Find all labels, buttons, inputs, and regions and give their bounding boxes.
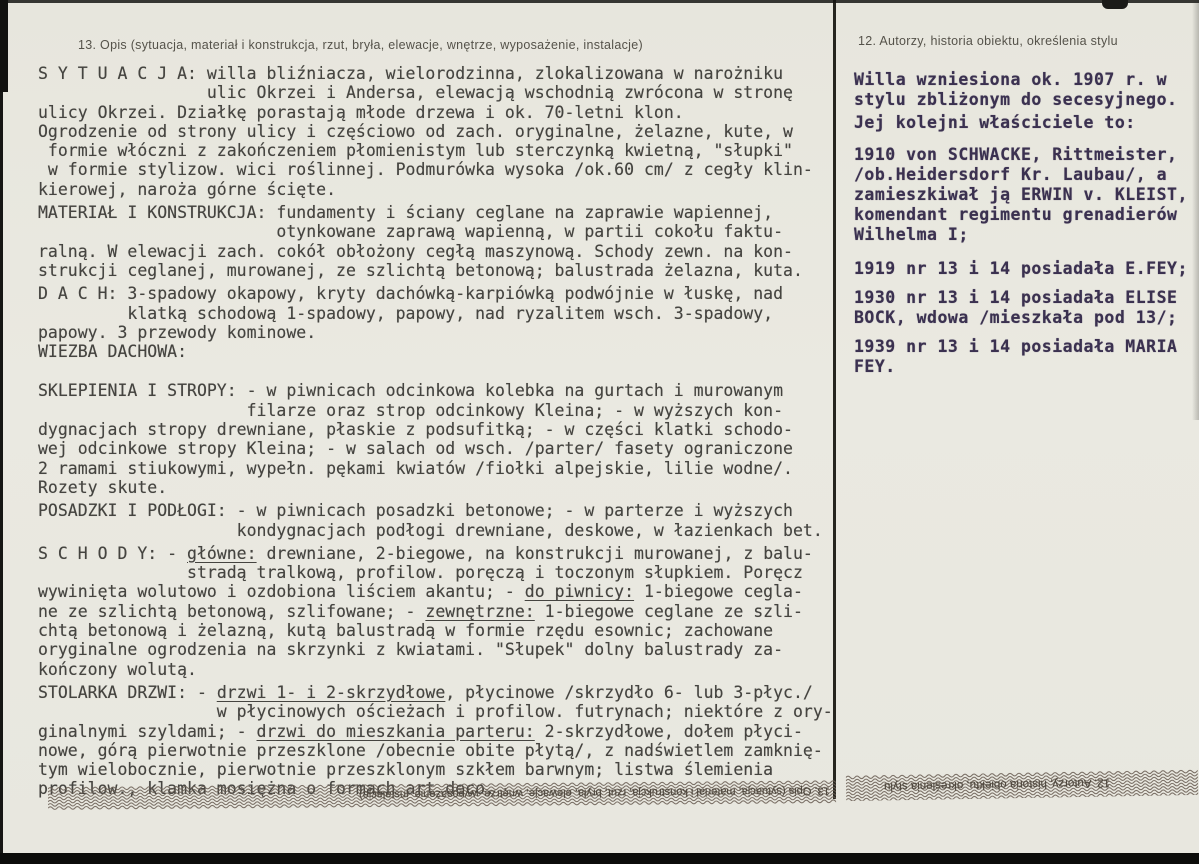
section-13-body: S Y T U A C J A: willa bliźniacza, wielorodzinna, zlokalizowana w narożniku ulic Okrzei i Andersa, elewacją wschodnią zwrócona w stronę ulicy Okrzei. Działkę porastają młode drzewa i ok. 70-letni klon. Ogrodzenie od strony ulicy i częściowo od zach. oryginalne, żelazne, kute, w formie włóczni z zakończeniem płomienistym lub sterczynką kwietną, "słupki" w formie stylizow. wici roślinnej. Podmurówka wysoka /ok.60 cm/ z cegły klin- kierowej, naroża górne ścięte. MATERIAŁ I KONSTRUKCJA: fundamenty i ściany ceglane na zaprawie wapiennej, otynkowane zaprawą wapienną, w partii cokołu faktu- ralną. W elewacji zach. cokół obłożony cegłą maszynową. Schody zewn. na kon- strukcji ceglanej, murowanej, ze szlichtą betonową; balustrada żelazna, kuta. D A C H: 3-spadowy okapowy, kryty dachówką-karpiówką podwójnie w łuskę, nad klatką schodową 1-spadowy, papowy, nad ryzalitem wsch. 3-spadowy, papowy. 3 przewody kominowe. WIEZBA DACHOWA: SKLEPIENIA I STROPY: - w piwnicach odcinkowa kolebka na gurtach i murowanym filarze oraz strop odcinkowy Kleina; - w wyższych kon- dygnacjach stropy drewniane, płaskie z podsufitką; - w części klatki schodo- wej odcinkowe stropy Kleina; - w salach od wsch. /parter/ fasety ograniczone 2 ramami stiukowymi, wypełn. pękami kwiatów /fiołki alpejskie, lilie wodne/. Rozety skute. POSADZKI I PODŁOGI: - w piwnicach posadzki betonowe; - w parterze i wyższych kondygnacjach podłogi drewniane, deskowe, w łazienkach bet. S C H O D Y: - główne: drewniane, 2-biegowe, na konstrukcji murowanej, z balu- stradą tralkową, profilow. poręczą i toczonym słupkiem. Poręcz wywinięta wolutowo i ozdobiona liściem akantu; - do piwnicy: 1-biegowe cegla- ne ze szlichtą betonową, szlifowane; - zewnętrzne: 1-biegowe ceglane ze szli- chtą betonową i żelazną, kutą balustradą w formie rzędu esownic; zachowane oryginalne ogrodzenia na skrzynki z kwiatami. "Słupek" dolny balustrady za- kończony wolutą. STOLARKA DRZWI: - drzwi 1- i 2-skrzydłowe, płycinowe /skrzydło 6- lub 3-płyc./ w płycinowych ościeżach i profilow. futrynach; niektóre z ory- ginalnymi szyldami; - drzwi do mieszkania parteru: 2-skrzydłowe, dołem płyci- nowe, górą pierwotnie przeszklone /obecnie obite płytą/, z nadświetlem zamknię- tym wielobocznie, pierwotnie przeszklonym szkłem barwnym; listwa ślemienia profilow., klamka mosiężna o formach art deco. <box>38 64 833 799</box>
section-12-body: Willa wzniesiona ok. 1907 r. w stylu zbliżonym do secesyjnego. Jej kolejni właściciele to: 1910 von SCHWACKE, Rittmeister, /ob.Heidersdorf Kr. Laubau/, a zamieszkiwał ją ERWIN v. KLEIST, komendant regimentu grenadierów Wilhelma I; 1919 nr 13 i 14 posiadała E.FEY; 1930 nr 13 i 14 posiadała ELISE BOCK, wdowa /mieszkała pod 13/; 1939 nr 13 i 14 posiadała MARIA FEY. <box>854 70 1188 376</box>
mirrored-showthrough-text-right: 12. Autorzy, historia obiektu, określenia stylu <box>883 776 1111 793</box>
scan-shadow-right <box>1192 0 1199 420</box>
wavy-stamp-right <box>846 769 1198 801</box>
column-divider-line <box>833 0 836 799</box>
scan-edge-left <box>0 0 3 864</box>
scan-edge-left-blob <box>0 0 8 92</box>
section-13-header: 13. Opis (sytuacja, materiał i konstrukcja, rzut, bryła, elewacje, wnętrze, wyposażenie, instalacje) <box>78 38 643 52</box>
scan-edge-bottom <box>0 853 1199 864</box>
scan-artifact-top-right <box>1102 0 1128 9</box>
scan-edge-top <box>0 0 1199 3</box>
section-12-header: 12. Autorzy, historia obiektu, określenia stylu <box>858 34 1118 48</box>
mirrored-showthrough-text-left: 13. Opis (sytuacja, materiał i konstrukcja, rzut, bryła, elewacje, wnętrze, wyposażenie, instalacje) <box>359 784 831 801</box>
